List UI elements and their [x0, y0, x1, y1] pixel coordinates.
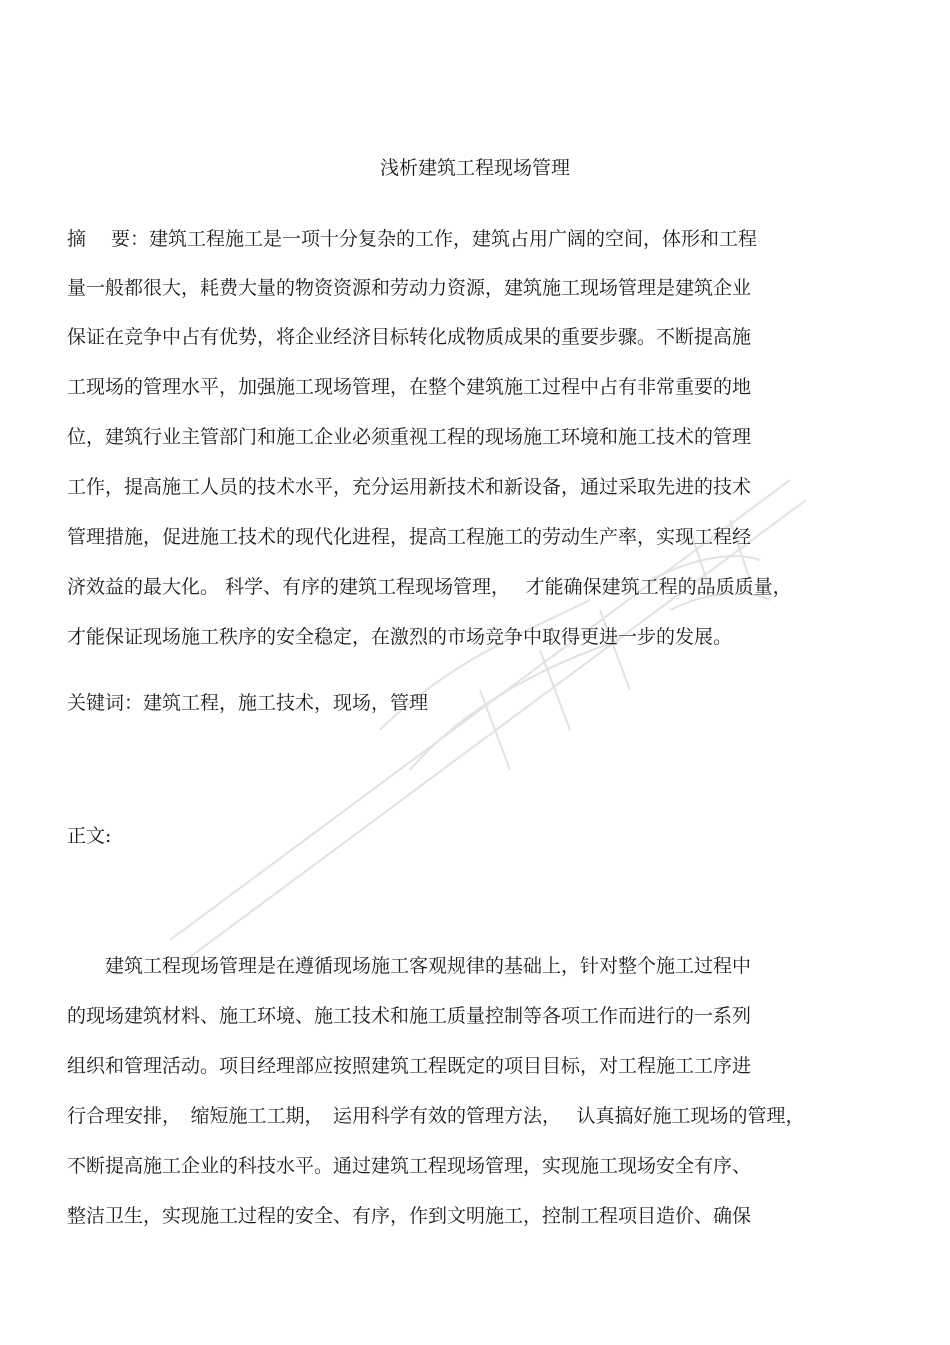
abstract-line: 才能保证现场施工秩序的安全稳定，在激烈的市场竞争中取得更进一步的发展。	[67, 626, 733, 648]
body-line: 建筑工程现场管理是在遵循现场施工客观规律的基础上，针对整个施工过程中	[67, 955, 752, 977]
abstract-line: 位，建筑行业主管部门和施工企业必须重视工程的现场施工环境和施工技术的管理	[67, 426, 752, 448]
body-line: 行合理安排， 缩短施工工期， 运用科学有效的管理方法， 认真搞好施工现场的管理，	[67, 1105, 805, 1127]
abstract-line: 摘 要：建筑工程施工是一项十分复杂的工作，建筑占用广阔的空间，体形和工程	[67, 228, 758, 250]
body-line: 不断提高施工企业的科技水平。通过建筑工程现场管理，实现施工现场安全有序、	[67, 1155, 752, 1177]
keywords-line: 关键词：建筑工程，施工技术，现场，管理	[67, 692, 429, 714]
abstract-line: 保证在竞争中占有优势，将企业经济目标转化成物质成果的重要步骤。不断提高施	[67, 326, 752, 348]
abstract-line: 工现场的管理水平，加强施工现场管理，在整个建筑施工过程中占有非常重要的地	[67, 376, 752, 398]
abstract-line: 量一般都很大，耗费大量的物资资源和劳动力资源，建筑施工现场管理是建筑企业	[67, 277, 752, 299]
body-line: 整洁卫生，实现施工过程的安全、有序，作到文明施工，控制工程项目造价、确保	[67, 1205, 752, 1227]
body-line: 组织和管理活动。项目经理部应按照建筑工程既定的项目目标，对工程施工工序进	[67, 1055, 752, 1077]
body-line: 的现场建筑材料、施工环境、施工技术和施工质量控制等各项工作而进行的一系列	[67, 1005, 752, 1027]
document-title: 浅析建筑工程现场管理	[379, 157, 570, 179]
abstract-line: 工作，提高施工人员的技术水平，充分运用新技术和新设备，通过采取先进的技术	[67, 476, 752, 498]
abstract-line: 管理措施，促进施工技术的现代化进程，提高工程施工的劳动生产率，实现工程经	[67, 526, 752, 548]
body-heading: 正文:	[67, 825, 112, 847]
abstract-line: 济效益的最大化。 科学、有序的建筑工程现场管理， 才能确保建筑工程的品质质量，	[67, 576, 792, 598]
